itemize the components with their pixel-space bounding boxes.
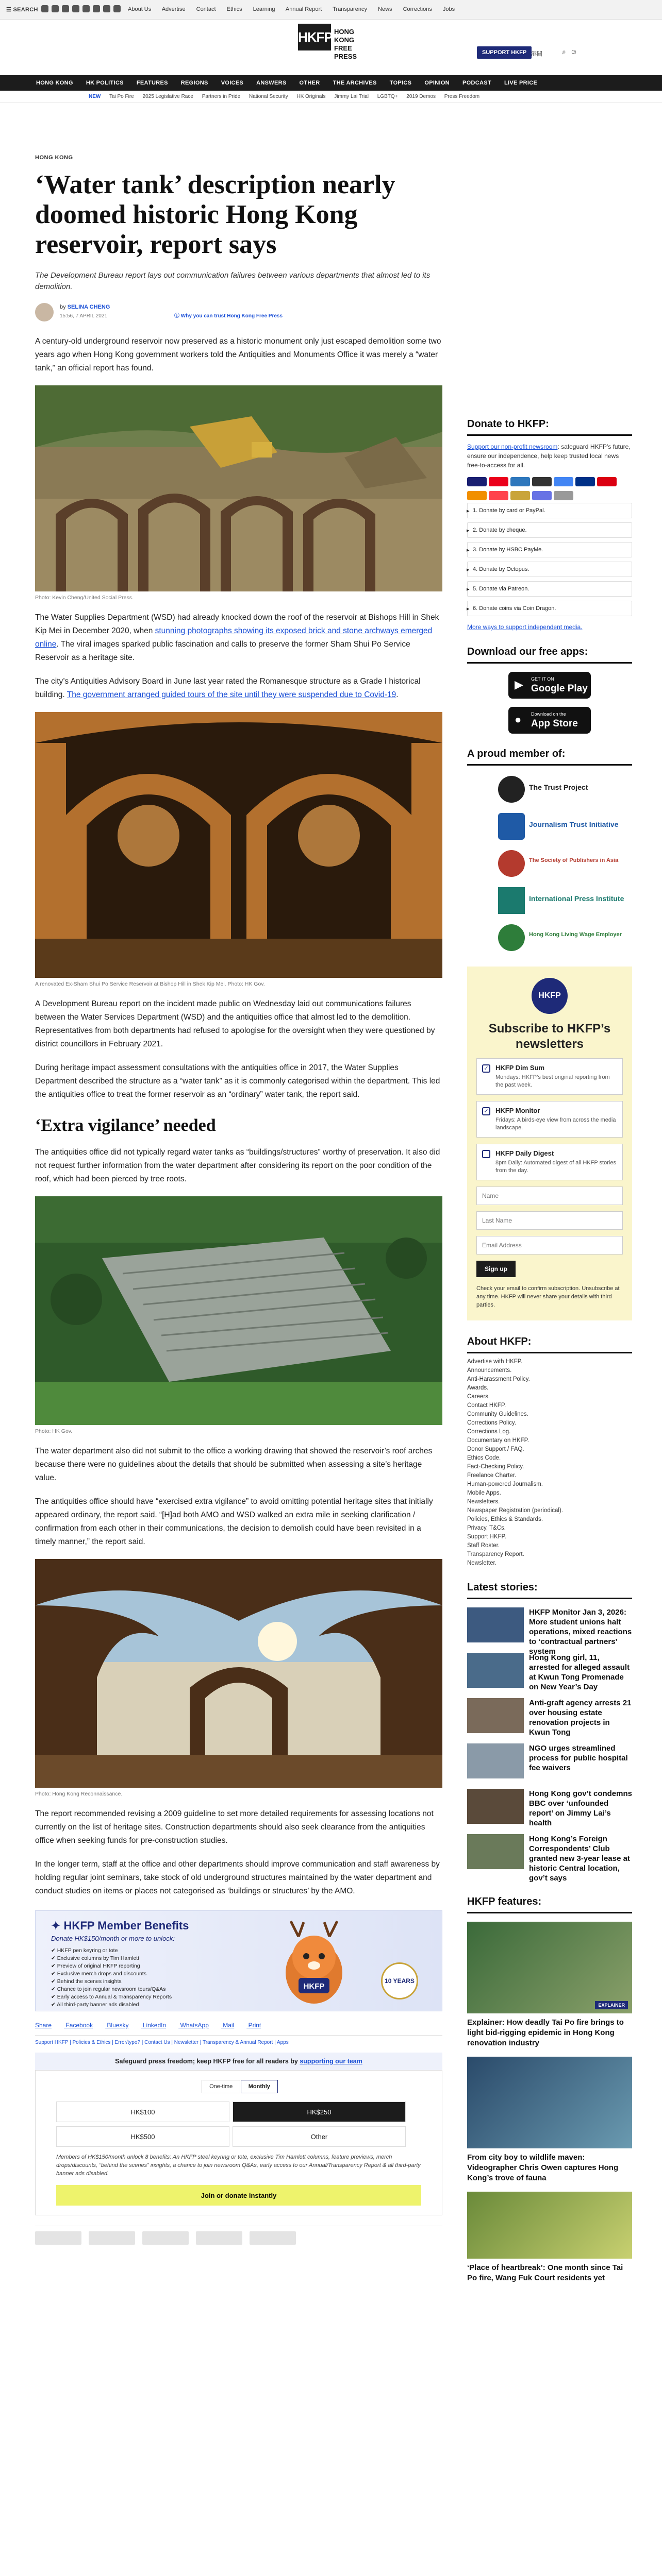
story-thumbnail <box>467 1743 524 1778</box>
mastercard-icon <box>489 477 508 486</box>
article-photo-3 <box>35 1196 442 1425</box>
linkedin-icon[interactable] <box>93 5 100 12</box>
author-avatar <box>35 303 54 321</box>
newsletter-signup-button[interactable]: Sign up <box>476 1261 516 1277</box>
google-play-big: Google Play <box>531 683 588 694</box>
donate-option[interactable]: 3. Donate by HSBC PayMe. ▸ <box>467 542 632 557</box>
more-ways-link[interactable]: More ways to support independent media. <box>467 623 583 631</box>
feature-title: From city boy to wildlife maven: Videographer Chris Owen captures Hong Kong’s trove of fauna <box>467 2153 619 2182</box>
benefit-item: ✔ Exclusive merch drops and discounts <box>51 1971 147 1977</box>
about-link[interactable]: Newsletters. <box>467 1499 500 1505</box>
safeguard-banner <box>35 2053 442 2070</box>
latest-story[interactable] <box>467 1698 632 1735</box>
member-benefits-banner[interactable] <box>35 1910 442 2011</box>
benefit-text: Preview of original HKFP reporting <box>57 1963 140 1969</box>
benefits-list <box>51 1947 172 2009</box>
feature-story[interactable] <box>467 2057 632 2183</box>
photographs-link[interactable]: stunning photographs showing its exposed brick and stone archways emerged online <box>35 626 433 649</box>
about-link[interactable]: Documentary on HKFP. <box>467 1437 529 1444</box>
story-thumbnail <box>467 1789 524 1824</box>
payment-logos <box>467 476 632 499</box>
subnav-item[interactable]: 2025 Legislative Race <box>142 94 193 99</box>
why-trust-label: Why you can trust Hong Kong Free Press <box>180 313 283 319</box>
member-name: Hong Kong Living Wage Employer <box>529 931 622 938</box>
paragraph-text: . The viral images sparked public fascination and calls to preserve the former Sham Shui Po Service Reservoir as a heritage site. <box>35 640 410 662</box>
donate-widget <box>35 2070 442 2215</box>
subnav-item[interactable]: LGBTQ+ <box>377 94 398 99</box>
top-utility-bar <box>0 0 662 20</box>
guided-tours-link[interactable]: The government arranged guided tours of the site until they were suspended due to Covid-19 <box>67 690 396 699</box>
aerial-reservoir-image <box>35 1196 442 1425</box>
nav-voices[interactable]: VOICES <box>221 80 244 86</box>
nav-podcast[interactable]: PODCAST <box>462 80 491 86</box>
byline-author <box>60 304 110 310</box>
about-link[interactable]: Human-powered Journalism. <box>467 1481 543 1487</box>
support-hkfp-button[interactable]: SUPPORT HKFP <box>477 46 532 59</box>
newsletter-logo: HKFP <box>532 978 568 1014</box>
latest-title: Latest stories: <box>467 1582 632 1599</box>
benefit-text: Early access to Annual & Transparency Reports <box>57 1994 172 2000</box>
member-living-wage[interactable] <box>498 924 632 951</box>
story-thumbnail <box>467 1698 524 1733</box>
about-link[interactable]: Newspaper Registration (periodical). <box>467 1507 563 1514</box>
benefit-item: ✔ Early access to Annual & Transparency Reports <box>51 1994 172 2000</box>
benefit-item: ✔ HKFP pen keyring or tote <box>51 1947 118 1954</box>
app-store-big: App Store <box>531 718 578 729</box>
renovated-reservoir-image <box>35 712 442 978</box>
feature-thumbnail <box>467 2057 632 2148</box>
share-facebook[interactable]: Facebook <box>65 2022 93 2029</box>
donate-text <box>467 442 632 470</box>
reservoir-arch-image <box>35 1559 442 1788</box>
reservoir-demolition-image <box>35 385 442 591</box>
nav-regions[interactable]: REGIONS <box>180 80 208 86</box>
cheque-icon <box>554 491 573 500</box>
benefit-text: Chance to join regular newsroom tours/Q&As <box>57 1986 166 1992</box>
benefit-item: ✔ Behind the scenes insights <box>51 1978 122 1985</box>
main-nav <box>0 75 662 91</box>
about-link[interactable]: Staff Roster. <box>467 1543 500 1549</box>
donate-option[interactable]: 4. Donate by Octopus. ▸ <box>467 562 632 577</box>
nav-opinion[interactable]: OPINION <box>424 80 450 86</box>
member-name: The Trust Project <box>529 783 588 791</box>
facebook-icon[interactable] <box>41 5 48 12</box>
member-name: The Society of Publishers in Asia <box>529 857 619 863</box>
feature-thumbnail <box>467 1922 632 2013</box>
checkbox-icon[interactable] <box>482 1150 490 1158</box>
donate-title: Donate to HKFP: <box>467 418 632 436</box>
feature-title: Explainer: How deadly Tai Po fire brings to light bid-rigging epidemic in Hong Kong renovation industry <box>467 2018 624 2047</box>
newsletter-option-desc: 8pm Daily: Automated digest of all HKFP stories from the day. <box>495 1160 616 1174</box>
amount-500[interactable]: HK$500 <box>56 2126 229 2147</box>
join-donate-button[interactable]: Join or donate instantly <box>56 2185 421 2206</box>
paypal-icon <box>575 477 595 486</box>
octopus-icon <box>467 491 487 500</box>
user-icon[interactable]: ☺ <box>570 47 582 56</box>
about-link[interactable]: Contact HKFP. <box>467 1402 506 1409</box>
instagram-icon[interactable] <box>62 5 69 12</box>
article <box>35 155 442 2246</box>
about-link[interactable]: Fact-Checking Policy. <box>467 1464 524 1470</box>
logo-line-2: FREE PRESS <box>334 44 357 60</box>
member-sopa[interactable] <box>498 850 632 877</box>
paragraph: The antiquities office did not typically regard water tanks as “buildings/structures” worthy of preservation. It also did not request further information from the water department after considering its report on the poor condition of the roof, which had been pierced by tree roots. <box>35 1148 440 1183</box>
sopa-logo[interactable] <box>142 2231 189 2245</box>
story-title: NGO urges streamlined process for public hospital fee waivers <box>529 1744 628 1772</box>
benefits-title <box>51 1919 189 1933</box>
ipi-logo[interactable] <box>196 2231 242 2245</box>
section-heading: ‘Extra vigilance’ needed <box>35 1116 216 1135</box>
newsletter-note: Check your email to confirm subscription. Unsubscribe at any time. HKFP will never share your details with third parties. <box>476 1285 620 1308</box>
donate-option[interactable]: 1. Donate by card or PayPal. ▸ <box>467 503 632 518</box>
top-link-contact[interactable]: Contact <box>196 6 216 12</box>
member-title: A proud member of: <box>467 748 632 766</box>
share-mail[interactable]: Mail <box>223 2022 235 2029</box>
latest-story[interactable] <box>467 1653 632 1690</box>
frequency-toggle <box>56 2080 421 2093</box>
search-icon[interactable]: ⌕ <box>562 47 570 56</box>
about-link[interactable]: Anti-Harassment Policy. <box>467 1376 530 1382</box>
photo-caption: A renovated Ex-Sham Shui Po Service Reservoir at Bishop Hill in Shek Kip Mei. Photo: HK Gov. <box>35 981 265 987</box>
feature-story[interactable] <box>467 2192 632 2283</box>
one-time-option[interactable]: One-time <box>202 2080 240 2093</box>
photo-caption: Photo: HK Gov. <box>35 1428 73 1434</box>
newsletter-option-title: HKFP Daily Digest <box>495 1149 554 1157</box>
about-link[interactable]: Announcements. <box>467 1367 512 1374</box>
subnav-item[interactable]: 2019 Demos <box>406 94 436 99</box>
trust-project-logo[interactable] <box>35 2231 81 2245</box>
story-title: Hong Kong gov’t condemns BBC over ‘unfounded report’ on Jimmy Lai’s health <box>529 1789 632 1827</box>
newsletter-option-monitor[interactable] <box>476 1101 623 1138</box>
nav-other[interactable]: OTHER <box>299 80 320 86</box>
newsletter-option-desc: Fridays: A birds-eye view from across the media landscape. <box>495 1117 616 1131</box>
member-trust-project[interactable] <box>498 776 632 803</box>
svg-text:HKFP: HKFP <box>303 1982 325 1991</box>
story-thumbnail <box>467 1607 524 1642</box>
applepay-icon <box>532 477 552 486</box>
member-benefits-text: Members of HK$150/month unlock 8 benefits: An HKFP steel keyring or tote, exclusive Tim Hamlett columns, feature previews, merch drops/discounts, “behind the scenes” insights, a chance to join newsroom Q&As, early access to our Annual/Transparency Report & all third-party banner ads disabled. <box>56 2154 421 2177</box>
checkbox-checked-icon[interactable]: ✓ <box>482 1064 490 1073</box>
share-linkedin[interactable]: LinkedIn <box>142 2022 167 2029</box>
deer-mascot-icon <box>262 1916 366 2009</box>
newsletter-option-dim-sum[interactable] <box>476 1058 623 1095</box>
latest-story[interactable] <box>467 1743 632 1781</box>
subnav-item[interactable]: HK Originals <box>296 94 326 99</box>
donate-option[interactable]: 2. Donate by cheque. ▸ <box>467 522 632 538</box>
threads-icon[interactable] <box>72 5 79 12</box>
checkbox-checked-icon[interactable]: ✓ <box>482 1107 490 1115</box>
supporting-team-link[interactable]: supporting our team <box>300 2058 362 2065</box>
subnav-item[interactable]: Press Freedom <box>444 94 480 99</box>
top-link-ethics[interactable]: Ethics <box>226 6 242 12</box>
paragraph: A century-old underground reservoir now preserved as a historic monument only just escaped demolition some two years ago when Hong Kong government workers told the Antiquities and Monuments Office it was merely a “water tank,” an official report has found. <box>35 337 441 372</box>
subnav-item[interactable]: National Security <box>249 94 288 99</box>
article-footer-links[interactable]: Support HKFP | Policies & Ethics | Error/typo? | Contact Us | Newsletter | Transparency & Annual Report | Apps <box>35 2035 442 2045</box>
benefits-subtitle: Donate HK$150/month or more to unlock: <box>51 1935 175 1942</box>
story-thumbnail <box>467 1834 524 1869</box>
living-wage-icon <box>498 924 525 951</box>
visa-icon <box>467 477 487 486</box>
star-icon: ✦ <box>51 1919 64 1932</box>
logo-text <box>334 28 370 61</box>
benefit-item: ✔ Exclusive columns by Tim Hamlett <box>51 1955 140 1961</box>
benefit-text: Behind the scenes insights <box>57 1978 122 1985</box>
about-link[interactable]: Transparency Report. <box>467 1551 524 1557</box>
chinese-site-link[interactable]: 港聞 <box>531 51 542 57</box>
paragraph-text: The city’s Antiquities Advisory Board in June last year rated the Romanesque structure as a Grade I historical building. <box>35 677 421 699</box>
sub-nav <box>0 91 662 103</box>
photo-caption: Photo: Hong Kong Reconnaissance. <box>35 1791 123 1797</box>
paragraph-text: . <box>396 690 399 699</box>
photo-caption: Photo: Kevin Cheng/United Social Press. <box>35 595 134 601</box>
about-link[interactable]: Corrections Policy. <box>467 1420 517 1426</box>
about-link[interactable]: Freelance Charter. <box>467 1472 517 1479</box>
features-title: HKFP features: <box>467 1896 632 1913</box>
member-ipi[interactable] <box>498 887 632 914</box>
nav-topics[interactable]: TOPICS <box>389 80 412 86</box>
youtube-icon[interactable] <box>82 5 90 12</box>
feature-thumbnail <box>467 2192 632 2259</box>
nav-live-price[interactable]: LIVE PRICE <box>504 80 538 86</box>
newsletter-title: Subscribe to HKFP’s newsletters <box>488 1022 611 1051</box>
article-photo-2 <box>35 712 442 978</box>
donate-description: : safeguard HKFP’s future, ensure our independence, help keep trusted local news free-to-access for all. <box>467 443 631 469</box>
amount-options <box>56 2097 421 2147</box>
newsletter-option-daily-digest[interactable] <box>476 1144 623 1180</box>
google-play-small: GET IT ON <box>531 676 554 682</box>
nav-features[interactable]: FEATURES <box>136 80 168 86</box>
newsletter-option-title: HKFP Dim Sum <box>495 1064 545 1072</box>
latest-story[interactable] <box>467 1834 632 1883</box>
more-ways-text <box>467 622 632 632</box>
apple-icon: ● <box>515 713 522 726</box>
author-link[interactable]: SELINA CHENG <box>67 304 110 310</box>
app-store-small: Download on the <box>531 711 566 717</box>
paragraph: During heritage impact assessment consultations with the antiquities office in 2017, the Water Supplies Department described the structure as a “water tank” as it is commonly categorised within the department. This led the antiquities office to treat the former reservoir as an “ordinary” water tank, the report said. <box>35 1063 440 1099</box>
googlepay-icon <box>554 477 573 486</box>
safeguard-text: Safeguard press freedom; keep HKFP free for all readers by <box>115 2058 300 2065</box>
subnav-item[interactable]: Partners in Pride <box>202 94 241 99</box>
rss-icon[interactable] <box>113 5 121 12</box>
article-category[interactable]: HONG KONG <box>35 155 73 161</box>
paragraph <box>35 675 442 702</box>
top-link-learning[interactable]: Learning <box>253 6 275 12</box>
logo-mark: HKFP <box>298 24 331 50</box>
member-jti[interactable] <box>498 813 632 840</box>
latest-story[interactable] <box>467 1607 632 1656</box>
nav-archives[interactable]: THE ARCHIVES <box>333 80 377 86</box>
google-play-icon: ▶ <box>515 678 523 691</box>
top-links <box>128 6 464 12</box>
feature-story[interactable] <box>467 1922 632 2048</box>
benefit-item: ✔ Chance to join regular newsroom tours/Q&As <box>51 1986 166 1992</box>
top-link-annual-report[interactable]: Annual Report <box>285 6 322 12</box>
paragraph-text: The Water Supplies Department (WSD) had already knocked down the roof of the reservoir at Bishops Hill in Shek Kip Mei in December 2020, when <box>35 613 439 635</box>
search-label: SEARCH <box>13 7 38 13</box>
about-link[interactable]: Privacy, T&Cs. <box>467 1525 506 1531</box>
why-trust-link[interactable]: ⓘ Why you can trust Hong Kong Free Press <box>174 313 283 319</box>
about-link[interactable]: Advertise with HKFP. <box>467 1359 523 1365</box>
coindragon-icon <box>510 491 530 500</box>
newsletter-option-desc: Mondays: HKFP’s best original reporting from the past week. <box>495 1074 610 1088</box>
x-icon[interactable] <box>52 5 59 12</box>
donate-option[interactable]: 5. Donate via Patreon. ▸ <box>467 581 632 597</box>
nav-hk-politics[interactable]: HK POLITICS <box>86 80 124 86</box>
subnav-item[interactable]: Tai Po Fire <box>109 94 134 99</box>
share-whatsapp[interactable]: WhatsApp <box>180 2022 209 2029</box>
top-link-transparency[interactable]: Transparency <box>333 6 367 12</box>
top-link-news[interactable]: News <box>378 6 392 12</box>
about-link[interactable]: Support HKFP. <box>467 1534 506 1540</box>
sidebar <box>467 418 632 2283</box>
benefit-text: HKFP pen keyring or tote <box>57 1947 118 1954</box>
anniversary-badge: 10 YEARS <box>381 1962 418 1999</box>
story-title: Anti-graft agency arrests 21 over housing estate renovation projects in Kwun Tong <box>529 1699 632 1737</box>
member-name: International Press Institute <box>529 894 624 903</box>
benefit-text: Exclusive columns by Tim Hamlett <box>57 1955 140 1961</box>
about-link[interactable]: Community Guidelines. <box>467 1411 528 1417</box>
newsletter-signup <box>467 967 632 1320</box>
about-title: About HKFP: <box>467 1336 632 1353</box>
about-link[interactable]: Newsletter. <box>467 1560 496 1566</box>
article-headline: ‘Water tank’ description nearly doomed historic Hong Kong reservoir, report says <box>35 170 395 259</box>
nav-answers[interactable]: ANSWERS <box>256 80 287 86</box>
trust-project-icon <box>498 776 525 803</box>
article-photo-1 <box>35 385 442 591</box>
about-list <box>467 1359 632 1566</box>
jti-icon <box>498 813 525 840</box>
story-thumbnail <box>467 1653 524 1688</box>
amex-icon <box>510 477 530 486</box>
site-header <box>0 20 662 60</box>
newsletter-option-title: HKFP Monitor <box>495 1107 540 1114</box>
stripe-icon <box>532 491 552 500</box>
apps-title: Download our free apps: <box>467 646 632 664</box>
top-link-jobs[interactable]: Jobs <box>442 6 455 12</box>
top-link-about[interactable]: About Us <box>128 6 152 12</box>
benefit-text: Exclusive merch drops and discounts <box>57 1971 147 1977</box>
feature-title: ‘Place of heartbreak’: One month since Tai Po fire, Wang Fuk Court residents yet <box>467 2263 623 2282</box>
publish-date: 15:56, 7 APRIL 2021 <box>60 313 107 319</box>
monthly-option[interactable]: Monthly <box>241 2080 278 2093</box>
article-photo-4 <box>35 1559 442 1788</box>
member-name: Journalism Trust Initiative <box>529 820 619 828</box>
benefit-item: ✔ All third-party banner ads disabled <box>51 2002 139 2008</box>
benefit-item: ✔ Preview of original HKFP reporting <box>51 1963 140 1969</box>
share-label: Share <box>35 2022 52 2029</box>
story-title: Hong Kong girl, 11, arrested for alleged assault at Kwun Tong Promenade on New Year’s Day <box>529 1653 630 1691</box>
payme-icon <box>597 477 617 486</box>
article-deck: The Development Bureau report lays out communication failures between various departments that almost led to its demolition. <box>35 271 431 291</box>
latest-story[interactable] <box>467 1789 632 1826</box>
explainer-badge: EXPLAINER <box>595 2001 628 2009</box>
share-print[interactable]: Print <box>248 2022 261 2029</box>
footer-logos <box>35 2226 442 2246</box>
amount-250[interactable]: HK$250 <box>233 2102 406 2122</box>
support-newsroom-link[interactable]: Support our non-profit newsroom <box>467 443 558 450</box>
email-field[interactable] <box>476 1236 623 1255</box>
patreon-icon <box>489 491 508 500</box>
about-link[interactable]: Ethics Code. <box>467 1455 501 1461</box>
share-bluesky[interactable]: Bluesky <box>107 2022 129 2029</box>
about-link[interactable]: Corrections Log. <box>467 1429 511 1435</box>
top-link-advertise[interactable]: Advertise <box>161 6 186 12</box>
story-title: HKFP Monitor Jan 3, 2026: More student unions halt operations, mixed reactions to ‘contractual partners’ system <box>529 1608 632 1656</box>
logo-line-1: HONG KONG <box>334 28 354 44</box>
paragraph: A Development Bureau report on the incident made public on Wednesday laid out communications failures between the Water Services Department (WSD) and the antiquities office that almost led to the demolition. Representatives from both departments had refused to apologise for the oversight when they were questioned by district councillors in February 2021. <box>35 999 435 1048</box>
sopa-icon <box>498 850 525 877</box>
subnav-item[interactable]: Jimmy Lai Trial <box>334 94 369 99</box>
google-play-button[interactable] <box>508 672 591 699</box>
paragraph: The report recommended revising a 2009 guideline to set more detailed requirements for assessing locations not currently on the list of heritage sites. Construction departments should also seek clearance from the antiquities office when seeking funds for pre-construction studies. <box>35 1809 434 1845</box>
site-logo[interactable] <box>298 24 364 60</box>
top-link-corrections[interactable]: Corrections <box>403 6 432 12</box>
benefits-title-text: HKFP Member Benefits <box>63 1919 189 1932</box>
about-link[interactable]: Careers. <box>467 1394 490 1400</box>
ipi-icon <box>498 887 525 914</box>
paragraph: The antiquities office should have “exercised extra vigilance” to avoid omitting potential heritage sites that initially appeared ordinary, the report said. “[H]ad both AMO and WSD walked an extra mile in seeking clarification / confirmation from each other in their communications, the decision to demolish could have been revisited in a timely manner,” the report said. <box>35 1497 433 1546</box>
amount-100[interactable]: HK$100 <box>56 2102 229 2122</box>
living-wage-logo[interactable] <box>250 2231 296 2245</box>
byline <box>35 302 442 325</box>
name-field[interactable] <box>476 1187 623 1205</box>
paragraph: In the longer term, staff at the office and other departments should improve communication and staff awareness by holding regular joint seminars, take stock of old underground structures maintained by the water department and conduct studies on items or places not categorised as ‘buildings or structures’ by the AMO. <box>35 1860 440 1895</box>
donate-option[interactable]: 6. Donate coins via Coin Dragon. ▸ <box>467 601 632 616</box>
benefit-text: All third-party banner ads disabled <box>57 2002 139 2008</box>
paragraph <box>35 611 442 665</box>
app-store-button[interactable] <box>508 707 591 734</box>
search-link[interactable]: ☰ SEARCH <box>6 7 38 13</box>
nav-hong-kong[interactable]: HONG KONG <box>36 80 73 86</box>
about-link[interactable]: Awards. <box>467 1385 489 1391</box>
about-link[interactable]: Policies, Ethics & Standards. <box>467 1516 543 1522</box>
story-title: Hong Kong’s Foreign Correspondents’ Club granted new 3-year lease at historic Central location, gov’t says <box>529 1835 630 1883</box>
paragraph: The water department also did not submit to the office a working drawing that showed the reservoir’s roof arches because there were no guidelines about the details that should be submitted when assessing a site’s heritage value. <box>35 1447 433 1482</box>
share-bar <box>35 2022 442 2029</box>
header-icons <box>562 47 582 56</box>
about-link[interactable]: Donor Support / FAQ. <box>467 1446 524 1452</box>
byline-prefix: by <box>60 304 66 310</box>
jti-logo[interactable] <box>89 2231 135 2245</box>
amount-other[interactable]: Other <box>233 2126 406 2147</box>
subnav-new-badge: NEW <box>89 94 101 99</box>
about-link[interactable]: Mobile Apps. <box>467 1490 501 1496</box>
last-name-field[interactable] <box>476 1211 623 1230</box>
telegram-icon[interactable] <box>103 5 110 12</box>
